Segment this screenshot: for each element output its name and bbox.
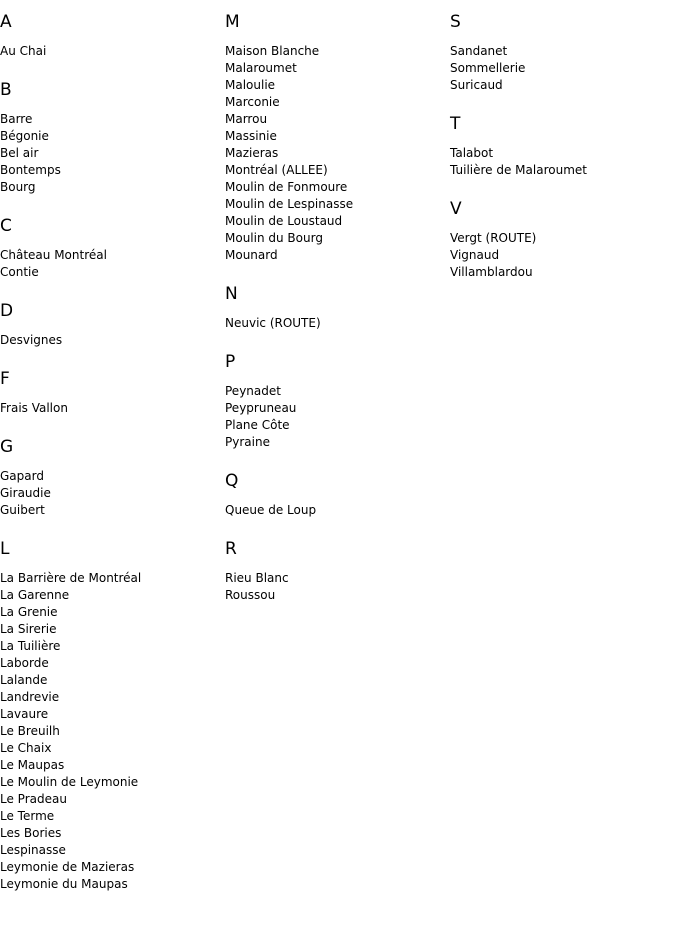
- letter-group: [0, 215, 225, 281]
- street-name: Le Pradeau: [0, 792, 67, 806]
- letter-heading: D: [0, 301, 14, 321]
- street-list: [225, 383, 450, 451]
- letter-group: [0, 436, 225, 519]
- index-column-3: [450, 11, 675, 300]
- street-name: Marconie: [225, 95, 280, 109]
- street-name: Le Maupas: [0, 758, 65, 772]
- street-list: [0, 332, 225, 349]
- street-name: Rieu Blanc: [225, 571, 289, 585]
- letter-heading: L: [0, 539, 10, 559]
- street-name: Montréal (ALLEE): [225, 163, 328, 177]
- street-name: Suricaud: [450, 78, 503, 92]
- letter-heading: R: [225, 539, 237, 559]
- street-name: Le Terme: [0, 809, 55, 823]
- street-name: Giraudie: [0, 486, 51, 500]
- street-name: Guibert: [0, 503, 45, 517]
- street-name: Sommellerie: [450, 61, 526, 75]
- letter-group: [225, 351, 450, 451]
- street-name: Sandanet: [450, 44, 508, 58]
- street-name: Malaroumet: [225, 61, 297, 75]
- letter-heading: N: [225, 284, 238, 304]
- street-name: Bontemps: [0, 163, 61, 177]
- street-name: Le Moulin de Leymonie: [0, 775, 139, 789]
- index-column-1: [0, 11, 225, 912]
- letter-heading: P: [225, 352, 236, 372]
- street-name: Vergt (ROUTE): [450, 231, 537, 245]
- index-column-2: [225, 11, 450, 623]
- street-name: Peypruneau: [225, 401, 297, 415]
- street-list: [225, 570, 450, 604]
- street-name: Lavaure: [0, 707, 49, 721]
- street-name: Tuilière de Malaroumet: [450, 163, 587, 177]
- street-name: Plane Côte: [225, 418, 290, 432]
- street-name: Talabot: [450, 146, 494, 160]
- street-name: Leymonie du Maupas: [0, 877, 128, 891]
- street-list: [225, 502, 450, 519]
- street-name: Moulin de Loustaud: [225, 214, 343, 228]
- street-name: La Barrière de Montréal: [0, 571, 142, 585]
- street-list: [0, 468, 225, 519]
- street-name: Leymonie de Mazieras: [0, 860, 135, 874]
- street-name: Marrou: [225, 112, 268, 126]
- street-name: Gapard: [0, 469, 44, 483]
- street-name: Contie: [0, 265, 39, 279]
- street-name: Roussou: [225, 588, 276, 602]
- street-name: Bel air: [0, 146, 39, 160]
- street-name: Maison Blanche: [225, 44, 320, 58]
- letter-group: [450, 198, 675, 281]
- letter-heading: M: [225, 12, 240, 32]
- street-name: Massinie: [225, 129, 277, 143]
- letter-group: [0, 538, 225, 893]
- street-name: Moulin de Fonmoure: [225, 180, 348, 194]
- street-name: Frais Vallon: [0, 401, 68, 415]
- street-name: Moulin de Lespinasse: [225, 197, 354, 211]
- street-list: [0, 570, 225, 893]
- street-name: La Tuilière: [0, 639, 61, 653]
- street-list: [225, 43, 450, 264]
- street-name: Villamblardou: [450, 265, 533, 279]
- street-name: La Garenne: [0, 588, 70, 602]
- letter-heading: V: [450, 199, 462, 219]
- street-name: Maloulie: [225, 78, 276, 92]
- letter-group: [225, 11, 450, 264]
- street-name: Le Chaix: [0, 741, 52, 755]
- street-name: Bourg: [0, 180, 36, 194]
- street-list: [0, 400, 225, 417]
- street-name: Neuvic (ROUTE): [225, 316, 321, 330]
- street-list: [0, 111, 225, 196]
- street-name: Le Breuilh: [0, 724, 60, 738]
- street-name: Landrevie: [0, 690, 60, 704]
- letter-group: [225, 283, 450, 332]
- letter-group: [0, 368, 225, 417]
- street-name: Lalande: [0, 673, 48, 687]
- street-name: Vignaud: [450, 248, 500, 262]
- letter-heading: T: [450, 114, 461, 134]
- street-name: Barre: [0, 112, 33, 126]
- street-name: Peynadet: [225, 384, 281, 398]
- street-name: Les Bories: [0, 826, 62, 840]
- street-list: [450, 230, 675, 281]
- letter-heading: G: [0, 437, 14, 457]
- letter-group: [450, 113, 675, 179]
- letter-group: [0, 11, 225, 60]
- letter-group: [0, 300, 225, 349]
- street-list: [225, 315, 450, 332]
- street-name: Laborde: [0, 656, 49, 670]
- letter-heading: Q: [225, 471, 239, 491]
- letter-heading: F: [0, 369, 10, 389]
- letter-group: [225, 538, 450, 604]
- letter-heading: S: [450, 12, 461, 32]
- street-name: Queue de Loup: [225, 503, 317, 517]
- street-name: Mounard: [225, 248, 278, 262]
- street-name: Mazieras: [225, 146, 279, 160]
- street-name: Pyraine: [225, 435, 270, 449]
- street-name: Au Chai: [0, 44, 47, 58]
- street-list: [0, 247, 225, 281]
- street-name: Château Montréal: [0, 248, 107, 262]
- street-list: [0, 43, 225, 60]
- street-name: Moulin du Bourg: [225, 231, 323, 245]
- letter-group: [0, 79, 225, 196]
- street-name: Bégonie: [0, 129, 49, 143]
- letter-group: [225, 470, 450, 519]
- street-name: La Sirerie: [0, 622, 57, 636]
- street-name: Desvignes: [0, 333, 63, 347]
- street-name: Lespinasse: [0, 843, 66, 857]
- street-list: [450, 145, 675, 179]
- letter-group: [450, 11, 675, 94]
- street-name: La Grenie: [0, 605, 58, 619]
- letter-heading: C: [0, 216, 12, 236]
- letter-heading: A: [0, 12, 12, 32]
- street-list: [450, 43, 675, 94]
- letter-heading: B: [0, 80, 12, 100]
